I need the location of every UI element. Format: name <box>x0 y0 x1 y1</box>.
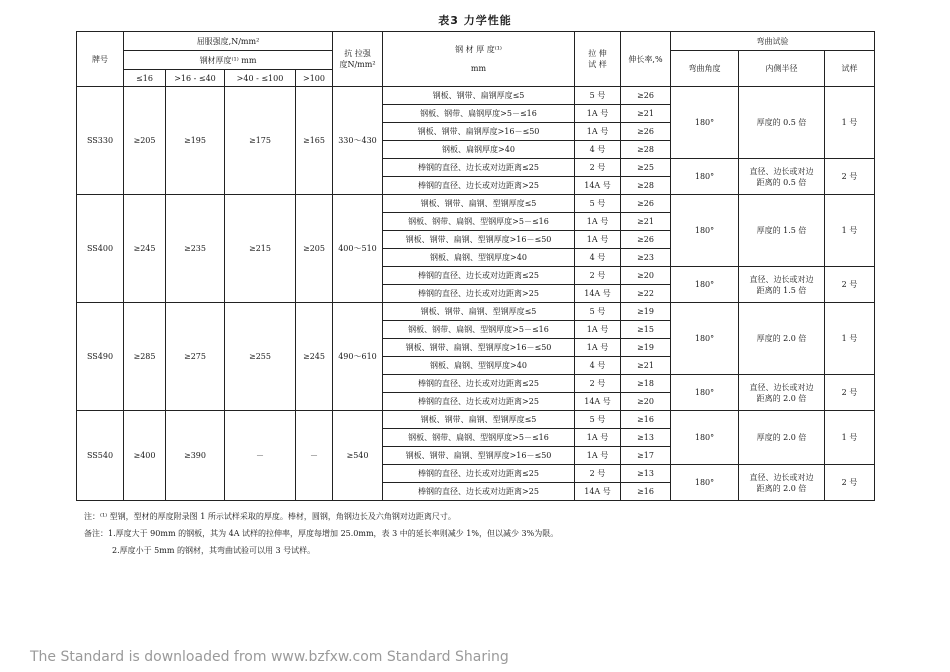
header-steel-thickness <box>383 32 575 87</box>
tensile-specimen-cell: 1A 号 <box>575 321 621 339</box>
tensile-specimen-cell: 14A 号 <box>575 285 621 303</box>
steel-thickness-cell: 钢板、钢带、扁钢厚度>5－≤16 <box>383 105 575 123</box>
table-row <box>77 87 875 105</box>
elongation-cell: ≥22 <box>621 285 671 303</box>
tensile-strength-value: 400～510 <box>333 195 383 303</box>
bend-specimen-cell: 2 号 <box>825 375 875 411</box>
header-tensile-strength <box>333 32 383 87</box>
elongation-cell: ≥19 <box>621 339 671 357</box>
yield-strength-value: ≥285 <box>124 303 166 411</box>
table-title: 表3 力学性能 <box>438 14 512 27</box>
bend-angle-cell: 180° <box>671 87 739 159</box>
bend-radius-line2: 距离的 2.0 倍 <box>756 483 807 493</box>
elongation-cell: ≥13 <box>621 429 671 447</box>
yield-strength-value: － <box>225 411 296 501</box>
yield-strength-value: ≥195 <box>166 87 225 195</box>
table-body <box>77 87 875 501</box>
bend-specimen-cell: 2 号 <box>825 267 875 303</box>
bend-specimen-cell: 1 号 <box>825 87 875 159</box>
header-specimen-line2: 试 样 <box>588 60 607 69</box>
tensile-specimen-cell: 14A 号 <box>575 177 621 195</box>
steel-thickness-cell: 钢板、扁钢、型钢厚度>40 <box>383 249 575 267</box>
header-yield-strength: 屈服强度,N/mm² <box>124 32 333 51</box>
tensile-specimen-cell: 2 号 <box>575 465 621 483</box>
elongation-cell: ≥20 <box>621 267 671 285</box>
tensile-strength-value: 490～610 <box>333 303 383 411</box>
bend-radius-line2: 距离的 2.0 倍 <box>756 393 807 403</box>
remark-1: 备注：1.厚度大于 90mm 的钢板，其为 4A 试样的拉伸率，厚度每增加 25.0mm，表 3 中的延长率则减少 1%，但以减少 3%为限。 <box>84 529 559 538</box>
grade-name: SS330 <box>77 87 124 195</box>
yield-strength-value: ≥275 <box>166 303 225 411</box>
bend-specimen-cell: 2 号 <box>825 465 875 501</box>
elongation-cell: ≥19 <box>621 303 671 321</box>
steel-thickness-cell: 棒钢的直径、边长或对边距离≤25 <box>383 465 575 483</box>
yield-strength-value: ≥245 <box>296 303 333 411</box>
tensile-specimen-cell: 1A 号 <box>575 231 621 249</box>
header-thickness-range-2: >16 - ≤40 <box>166 70 225 87</box>
steel-thickness-cell: 钢板、扁钢、型钢厚度>40 <box>383 357 575 375</box>
tensile-strength-value: ≥540 <box>333 411 383 501</box>
mechanical-properties-table <box>76 31 875 501</box>
elongation-cell: ≥21 <box>621 105 671 123</box>
elongation-cell: ≥20 <box>621 393 671 411</box>
elongation-cell: ≥18 <box>621 375 671 393</box>
bend-radius-cell: 厚度的 0.5 倍 <box>739 87 825 159</box>
yield-strength-value: ≥255 <box>225 303 296 411</box>
steel-thickness-cell: 钢板、钢带、扁钢厚度≤5 <box>383 87 575 105</box>
tensile-specimen-cell: 2 号 <box>575 375 621 393</box>
yield-strength-value: ≥165 <box>296 87 333 195</box>
bend-radius-cell <box>739 465 825 501</box>
header-thickness-range-1: ≤16 <box>124 70 166 87</box>
tensile-specimen-cell: 4 号 <box>575 357 621 375</box>
header-tensile-line1: 抗 拉强 <box>344 49 371 58</box>
tensile-specimen-cell: 4 号 <box>575 141 621 159</box>
tensile-specimen-cell: 14A 号 <box>575 483 621 501</box>
steel-thickness-cell: 钢板、钢带、扁钢、型钢厚度≤5 <box>383 411 575 429</box>
bend-angle-cell: 180° <box>671 375 739 411</box>
header-bend-radius: 内侧半径 <box>739 51 825 87</box>
header-grade: 牌号 <box>77 32 124 87</box>
tensile-specimen-cell: 5 号 <box>575 87 621 105</box>
bend-radius-line1: 直径、边长或对边 <box>749 382 814 392</box>
steel-thickness-cell: 棒钢的直径、边长或对边距离≤25 <box>383 267 575 285</box>
bend-specimen-cell: 2 号 <box>825 159 875 195</box>
elongation-cell: ≥26 <box>621 231 671 249</box>
elongation-cell: ≥13 <box>621 465 671 483</box>
bend-angle-cell: 180° <box>671 303 739 375</box>
steel-thickness-cell: 棒钢的直径、边长或对边距离>25 <box>383 393 575 411</box>
header-bend-angle: 弯曲角度 <box>671 51 739 87</box>
steel-thickness-cell: 棒钢的直径、边长或对边距离≤25 <box>383 375 575 393</box>
bend-angle-cell: 180° <box>671 267 739 303</box>
table-row <box>77 303 875 321</box>
steel-thickness-cell: 钢板、钢带、扁钢、型钢厚度>5－≤16 <box>383 429 575 447</box>
header-bend-specimen: 试样 <box>825 51 875 87</box>
tensile-strength-value: 330～430 <box>333 87 383 195</box>
steel-thickness-cell: 钢板、钢带、扁钢、型钢厚度>5－≤16 <box>383 213 575 231</box>
bend-angle-cell: 180° <box>671 195 739 267</box>
yield-strength-value: ≥205 <box>124 87 166 195</box>
bend-specimen-cell: 1 号 <box>825 303 875 375</box>
header-thickness-range-3: >40 - ≤100 <box>225 70 296 87</box>
tensile-specimen-cell: 2 号 <box>575 159 621 177</box>
tensile-specimen-cell: 1A 号 <box>575 447 621 465</box>
steel-thickness-cell: 棒钢的直径、边长或对边距离>25 <box>383 483 575 501</box>
header-tensile-specimen <box>575 32 621 87</box>
steel-thickness-cell: 钢板、钢带、扁钢、型钢厚度≤5 <box>383 195 575 213</box>
elongation-cell: ≥16 <box>621 483 671 501</box>
header-specimen-line1: 拉 伸 <box>588 49 607 58</box>
header-bend-test: 弯曲试验 <box>671 32 875 51</box>
table-row <box>77 411 875 429</box>
yield-strength-value: ≥245 <box>124 195 166 303</box>
bend-radius-line1: 直径、边长或对边 <box>749 274 814 284</box>
tensile-specimen-cell: 4 号 <box>575 249 621 267</box>
header-steel-thickness-unit: mm <box>470 64 487 73</box>
yield-strength-value: ≥215 <box>225 195 296 303</box>
tensile-specimen-cell: 5 号 <box>575 195 621 213</box>
tensile-specimen-cell: 5 号 <box>575 411 621 429</box>
header-thickness: 钢材厚度⁽¹⁾ mm <box>124 51 333 70</box>
header-tensile-line2: 度N/mm² <box>339 60 376 69</box>
steel-thickness-cell: 钢板、钢带、扁钢、型钢厚度≤5 <box>383 303 575 321</box>
tensile-specimen-cell: 1A 号 <box>575 105 621 123</box>
bend-radius-line2: 距离的 1.5 倍 <box>756 285 807 295</box>
header-thickness-range-4: >100 <box>296 70 333 87</box>
tensile-specimen-cell: 14A 号 <box>575 393 621 411</box>
header-elongation: 伸长率,% <box>621 32 671 87</box>
elongation-cell: ≥28 <box>621 177 671 195</box>
elongation-cell: ≥17 <box>621 447 671 465</box>
bend-specimen-cell: 1 号 <box>825 411 875 465</box>
grade-name: SS490 <box>77 303 124 411</box>
bend-specimen-cell: 1 号 <box>825 195 875 267</box>
grade-name: SS400 <box>77 195 124 303</box>
bend-radius-line2: 距离的 0.5 倍 <box>756 177 807 187</box>
steel-thickness-cell: 钢板、扁钢厚度>40 <box>383 141 575 159</box>
tensile-specimen-cell: 1A 号 <box>575 123 621 141</box>
elongation-cell: ≥21 <box>621 357 671 375</box>
bend-angle-cell: 180° <box>671 411 739 465</box>
steel-thickness-cell: 钢板、钢带、扁钢、型钢厚度>16－≤50 <box>383 447 575 465</box>
tensile-specimen-cell: 1A 号 <box>575 339 621 357</box>
yield-strength-value: － <box>296 411 333 501</box>
elongation-cell: ≥15 <box>621 321 671 339</box>
steel-thickness-cell: 钢板、钢带、扁钢、型钢厚度>16－≤50 <box>383 231 575 249</box>
yield-strength-value: ≥390 <box>166 411 225 501</box>
elongation-cell: ≥26 <box>621 195 671 213</box>
steel-thickness-cell: 钢板、钢带、扁钢厚度>16－≤50 <box>383 123 575 141</box>
tensile-specimen-cell: 2 号 <box>575 267 621 285</box>
yield-strength-value: ≥205 <box>296 195 333 303</box>
elongation-cell: ≥23 <box>621 249 671 267</box>
elongation-cell: ≥26 <box>621 87 671 105</box>
steel-thickness-cell: 钢板、钢带、扁钢、型钢厚度>16－≤50 <box>383 339 575 357</box>
bend-angle-cell: 180° <box>671 159 739 195</box>
elongation-cell: ≥26 <box>621 123 671 141</box>
grade-name: SS540 <box>77 411 124 501</box>
bend-angle-cell: 180° <box>671 465 739 501</box>
steel-thickness-cell: 棒钢的直径、边长或对边距离≤25 <box>383 159 575 177</box>
elongation-cell: ≥28 <box>621 141 671 159</box>
table-row <box>77 195 875 213</box>
bend-radius-cell <box>739 375 825 411</box>
bend-radius-cell <box>739 267 825 303</box>
yield-strength-value: ≥400 <box>124 411 166 501</box>
note-footnote: 注：⁽¹⁾ 型钢，型材的厚度附录图 1 所示试样采取的厚度。棒材，圆钢，角钢边长及六角钢对边距离尺寸。 <box>84 512 456 521</box>
tensile-specimen-cell: 5 号 <box>575 303 621 321</box>
tensile-specimen-cell: 1A 号 <box>575 429 621 447</box>
bend-radius-cell: 厚度的 1.5 倍 <box>739 195 825 267</box>
elongation-cell: ≥25 <box>621 159 671 177</box>
download-footer: The Standard is downloaded from www.bzfxw.com Standard Sharing <box>30 649 509 665</box>
bend-radius-cell: 厚度的 2.0 倍 <box>739 303 825 375</box>
bend-radius-cell <box>739 159 825 195</box>
elongation-cell: ≥16 <box>621 411 671 429</box>
bend-radius-line1: 直径、边长或对边 <box>749 166 814 176</box>
yield-strength-value: ≥235 <box>166 195 225 303</box>
bend-radius-line1: 直径、边长或对边 <box>749 472 814 482</box>
steel-thickness-cell: 棒钢的直径、边长或对边距离>25 <box>383 177 575 195</box>
steel-thickness-cell: 钢板、钢带、扁钢、型钢厚度>5－≤16 <box>383 321 575 339</box>
bend-radius-cell: 厚度的 2.0 倍 <box>739 411 825 465</box>
yield-strength-value: ≥175 <box>225 87 296 195</box>
table-notes <box>84 508 558 559</box>
steel-thickness-cell: 棒钢的直径、边长或对边距离>25 <box>383 285 575 303</box>
header-steel-thickness-label: 钢 材 厚 度⁽¹⁾ <box>455 45 502 54</box>
tensile-specimen-cell: 1A 号 <box>575 213 621 231</box>
elongation-cell: ≥21 <box>621 213 671 231</box>
remark-2: 2.厚度小于 5mm 的钢材，其弯曲试验可以用 3 号试样。 <box>112 546 316 555</box>
